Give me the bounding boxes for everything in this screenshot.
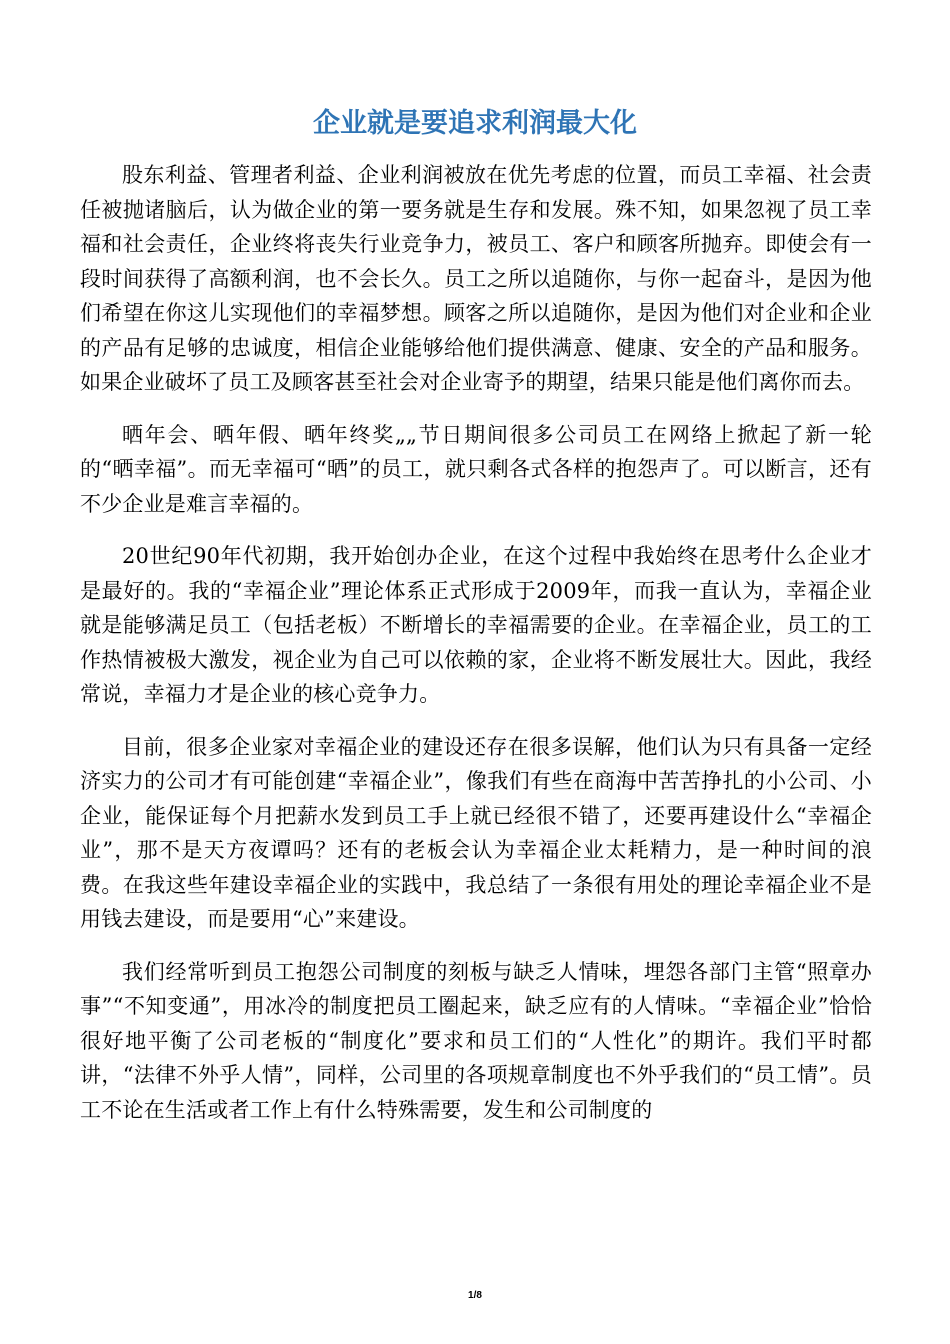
paragraph-3: 20世纪90年代初期，我开始创办企业，在这个过程中我始终在思考什么企业才是最好的。我的“幸福企业”理论体系正式形成于2009年，而我一直认为，幸福企业就是能够满足员工（包括老板）不断增长的幸福需要的企业。在幸福企业，员工的工作热情被极大激发，视企业为自己可以依赖的家，企业将不断发展壮大。因此，我经常说，幸福力才是企业的核心竞争力。 bbox=[80, 544, 872, 706]
page-number: 1/8 bbox=[468, 1290, 482, 1301]
paragraph-1: 股东利益、管理者利益、企业利润被放在优先考虑的位置，而员工幸福、社会责任被抛诸脑后，认为做企业的第一要务就是生存和发展。殊不知，如果忽视了员工幸福和社会责任，企业终将丧失行业竞争力，被员工、客户和顾客所抛弃。即使会有一段时间获得了高额利润，也不会长久。员工之所以追随你，与你一起奋斗，是因为他们希望在你这儿实现他们的幸福梦想。顾客之所以追随你，是因为他们对企业和企业的产品有足够的忠诚度，相信企业能够给他们提供满意、健康、安全的产品和服务。如果企业破坏了员工及顾客甚至社会对企业寄予的期望，结果只能是他们离你而去。 bbox=[80, 163, 872, 394]
paragraph-2: 晒年会、晒年假、晒年终奖„„节日期间很多公司员工在网络上掀起了新一轮的“晒幸福”。而无幸福可“晒”的员工，就只剩各式各样的抱怨声了。可以断言，还有不少企业是难言幸福的。 bbox=[80, 422, 872, 516]
paragraph-4: 目前，很多企业家对幸福企业的建设还存在很多误解，他们认为只有具备一定经济实力的公司才有可能创建“幸福企业”，像我们有些在商海中苦苦挣扎的小公司、小企业，能保证每个月把薪水发到员工手上就已经很不错了，还要再建设什么“幸福企业”，那不是天方夜谭吗？还有的老板会认为幸福企业太耗精力，是一种时间的浪费。在我这些年建设幸福企业的实践中，我总结了一条很有用处的理论幸福企业不是用钱去建设，而是要用“心”来建设。 bbox=[80, 734, 872, 931]
document-body bbox=[80, 158, 872, 1145]
paragraph-5: 我们经常听到员工抱怨公司制度的刻板与缺乏人情味，埋怨各部门主管“照章办事”“不知变通”，用冰冷的制度把员工圈起来，缺乏应有的人情味。“幸福企业”恰恰很好地平衡了公司老板的“制度化”要求和员工们的“人性化”的期许。我们平时都讲，“法律不外乎人情”，同样，公司里的各项规章制度也不外乎我们的“员工情”。员工不论在生活或者工作上有什么特殊需要，发生和公司制度的 bbox=[80, 959, 872, 1122]
document-title: 企业就是要追求利润最大化 bbox=[313, 108, 637, 139]
